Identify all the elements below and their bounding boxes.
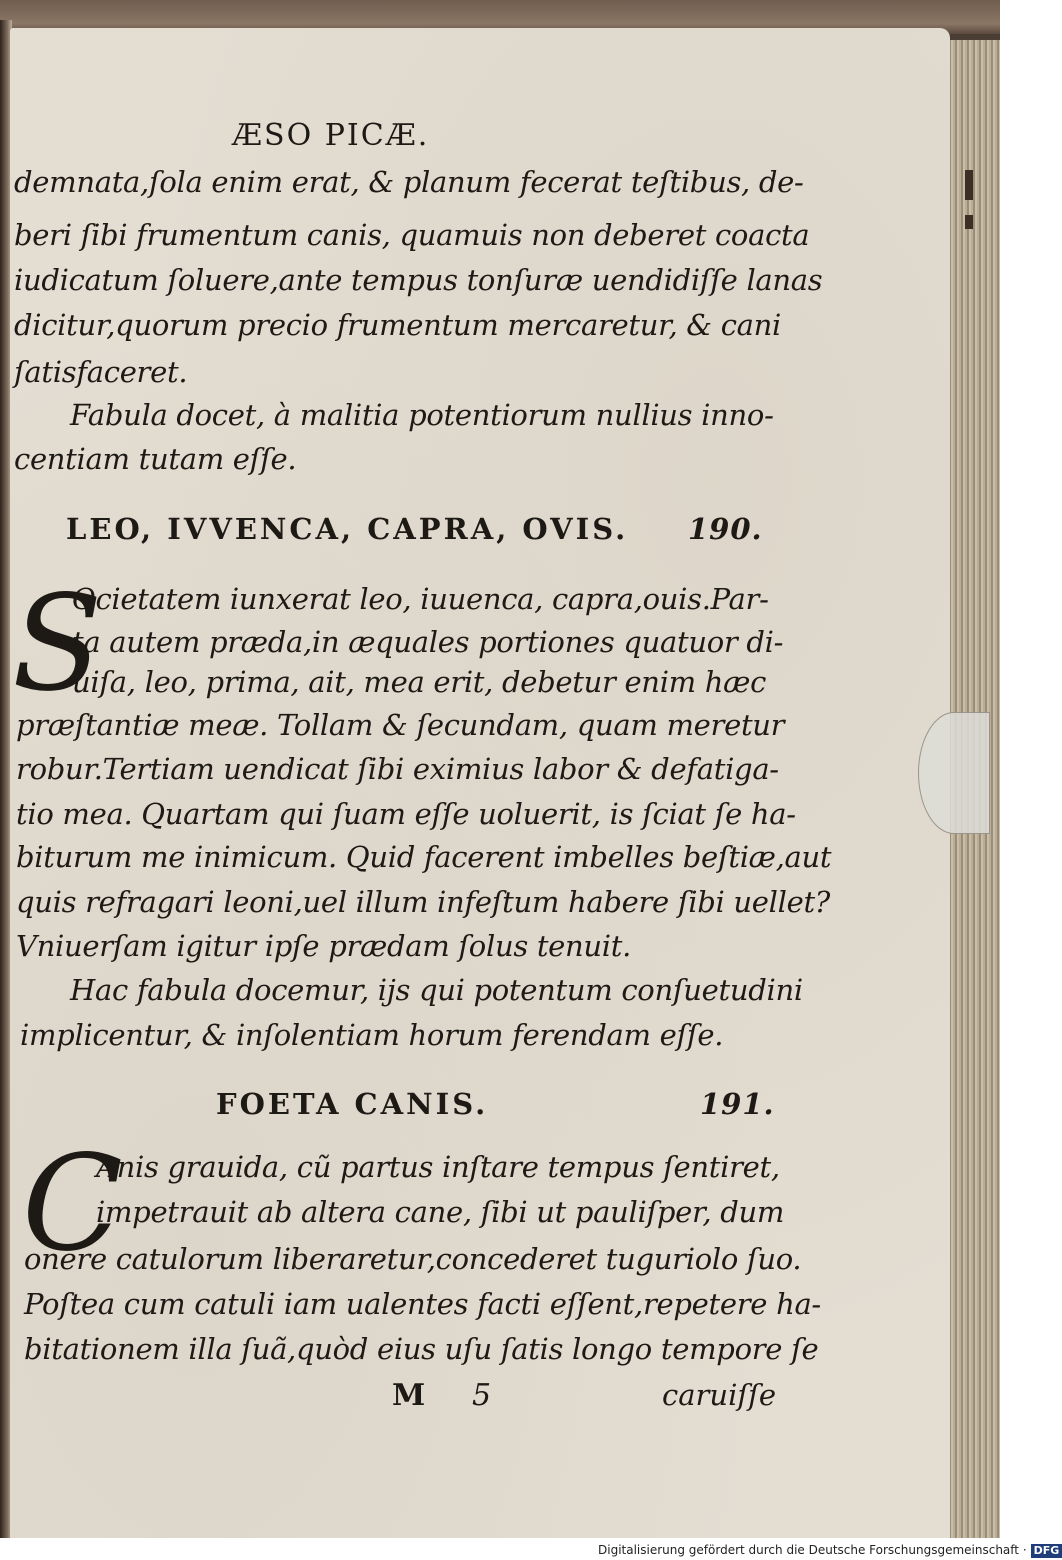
text-line: Poſtea cum catuli iam ualentes facti eſſent,repetere ha- <box>24 1287 821 1321</box>
running-head: ÆSO PICÆ. <box>232 118 430 153</box>
text-line: quis refragari leoni,uel illum infeſtum habere ſibi uellet? <box>16 885 831 919</box>
text-line: impetrauit ab altera cane, ſibi ut pauliſper, dum <box>96 1195 785 1229</box>
drop-cap: S <box>12 567 103 721</box>
text-line: beri ſibi frumentum canis, quamuis non deberet coacta <box>14 218 810 252</box>
signature-mark: M <box>392 1378 426 1413</box>
dfg-logo: DFG <box>1031 1544 1062 1558</box>
text-line: tio mea. Quartam qui ſuam eſſe uoluerit, is ſciat ſe ha- <box>16 797 796 831</box>
text-line: demnata,ſola enim erat, & planum fecerat teſtibus, de- <box>14 165 804 199</box>
fable-191-number: 191. <box>700 1087 775 1121</box>
catchword: caruiſſe <box>662 1378 776 1412</box>
text-line: onere catulorum liberaretur,concederet tuguriolo ſuo. <box>24 1242 802 1276</box>
drop-cap: C <box>22 1127 123 1281</box>
margin-mark <box>965 170 973 200</box>
text-line: robur.Tertiam uendicat ſibi eximius labor & defatiga- <box>16 752 779 786</box>
fable-190-title: LEO, IVVENCA, CAPRA, OVIS. <box>66 512 629 546</box>
text-line: iudicatum ſoluere,ante tempus tonſuræ uendidiſſe lanas <box>14 263 823 297</box>
credit-text: Digitalisierung gefördert durch die Deutsche Forschungsgemeinschaft · <box>598 1543 1027 1557</box>
text-line: bitationem illa ſuã,quòd eius uſu ſatis longo tempore ſe <box>24 1332 819 1366</box>
fable-190-number: 190. <box>688 512 763 546</box>
moral-line: centiam tutam eſſe. <box>14 442 297 476</box>
page-clip <box>918 712 990 834</box>
moral-line: implicentur, & inſolentiam horum ferendam eſſe. <box>20 1018 724 1052</box>
text-line: ſatisfaceret. <box>14 355 188 389</box>
text-line: præſtantiæ meæ. Tollam & ſecundam, quam meretur <box>16 708 785 742</box>
moral-line: Hac fabula docemur, ijs qui potentum conſuetudini <box>70 973 803 1007</box>
text-line: Ocietatem iunxerat leo, iuuenca, capra,ouis.Par- <box>72 582 769 616</box>
margin-mark <box>965 215 973 229</box>
text-line: ta autem præda,in æquales portiones quatuor di- <box>72 625 784 659</box>
digitization-credit <box>598 1541 1062 1559</box>
signature-number: 5 <box>472 1378 492 1413</box>
moral-line: Fabula docet, à malitia potentiorum nullius inno- <box>70 398 774 432</box>
text-line: uiſa, leo, prima, ait, mea erit, debetur enim hæc <box>72 665 767 699</box>
text-line: biturum me inimicum. Quid facerent imbelles beſtiæ,aut <box>16 840 832 874</box>
text-line: Anis grauida, cũ partus inſtare tempus ſentiret, <box>96 1150 780 1184</box>
fable-191-title: FOETA CANIS. <box>216 1087 489 1121</box>
text-line: Vniuerſam igitur ipſe prædam ſolus tenuit. <box>16 929 632 963</box>
text-line: dicitur,quorum precio frumentum mercaretur, & cani <box>14 308 782 342</box>
